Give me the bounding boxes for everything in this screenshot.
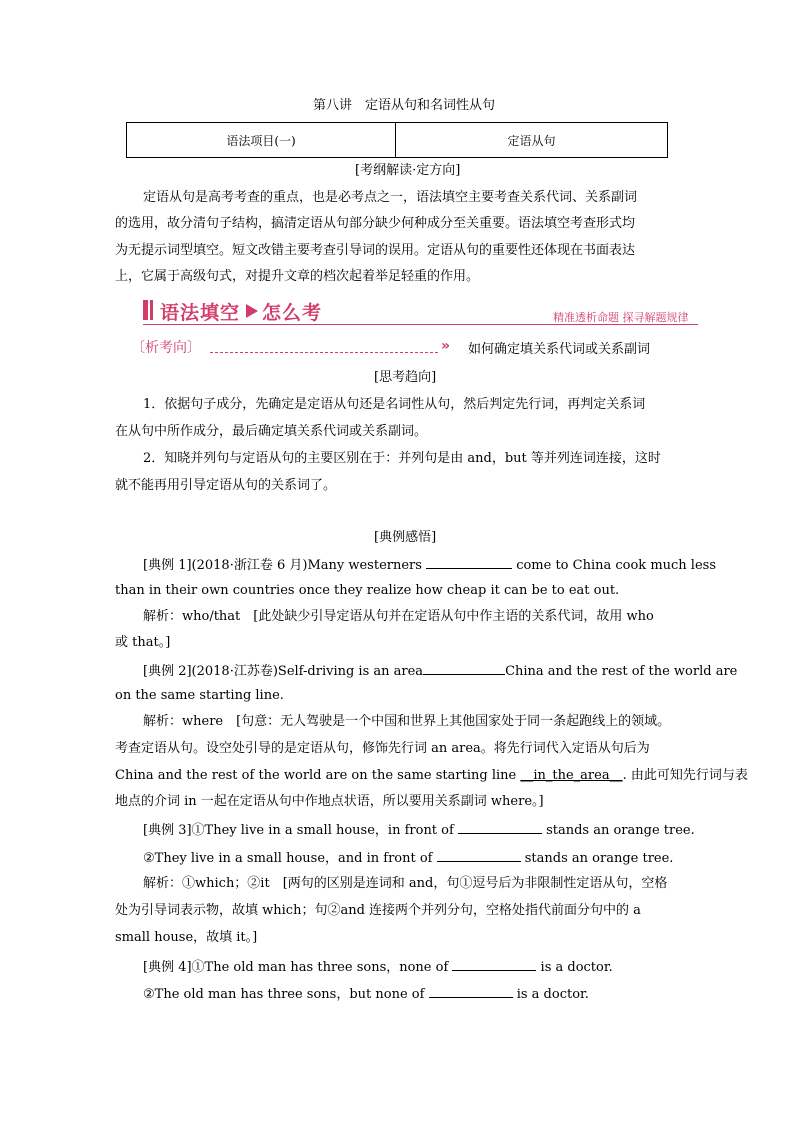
example-3-text-b1: ②They live in a small house，and in front of — [143, 851, 437, 866]
banner-title-right: 怎么考 — [262, 302, 323, 324]
analysis-direction-text: 如何确定填关系代词或关系副词 — [468, 342, 651, 357]
banner-arrow-icon — [246, 304, 258, 318]
banner-title-left: 语法填空 — [160, 302, 241, 324]
example-2-underlined-phrase: __in_the_area__ — [520, 768, 623, 783]
example-4-blank-1[interactable] — [452, 958, 536, 971]
example-2-line-2: on the same starting line. — [115, 688, 284, 703]
example-2-answer-3b: . 由此可知先行词与表 — [622, 768, 748, 783]
example-1-line-1 — [143, 556, 716, 574]
example-2-answer-3a: China and the rest of the world are on the same starting line — [115, 768, 521, 783]
think-line-4: 就不能再用引导定语从句的关系词了。 — [115, 478, 337, 493]
think-line-2: 在从句中所作成分，最后确定填关系代词或关系副词。 — [115, 424, 428, 439]
intro-line-2: 的选用，故分清句子结构，搞清定语从句部分缺少何种成分至关重要。语法填空考查形式均 — [115, 216, 636, 231]
example-3-text-a1: [典例 3]①They live in a small house，in front of — [143, 823, 458, 838]
section-heading-examples: [典例感悟] — [374, 530, 437, 545]
example-1-text-b: come to China cook much less — [512, 558, 716, 573]
example-3-blank-1[interactable] — [458, 821, 542, 834]
example-3-answer-3: small house，故填 it。] — [115, 930, 258, 945]
intro-line-1: 定语从句是高考考查的重点，也是必考点之一，语法填空主要考查关系代词、关系副词 — [143, 190, 638, 205]
example-3-line-1 — [143, 821, 695, 839]
example-1-text-a: [典例 1](2018·浙江卷 6 月)Many westerners — [143, 558, 427, 573]
example-2-blank[interactable] — [423, 662, 505, 675]
topic-table-left: 语法项目(一) — [127, 123, 396, 158]
think-line-1: 1．依据句子成分，先确定是定语从句还是名词性从句，然后判定先行词，再判定关系词 — [143, 397, 646, 412]
example-3-blank-2[interactable] — [437, 849, 521, 862]
example-2-answer-2: 考查定语从句。设空处引导的是定语从句，修饰先行词 an area。将先行词代入定语从句后为 — [115, 741, 650, 756]
example-1-line-2: than in their own countries once they realize how cheap it can be to eat out. — [115, 583, 620, 598]
analysis-direction-label: 〔析考向〕 — [131, 340, 201, 356]
example-2-answer-1: 解析：where [句意：无人驾驶是一个中国和世界上其他国家处于同一条起跑线上的领域。 — [143, 714, 671, 729]
example-4-text-b2: is a doctor. — [512, 987, 589, 1002]
banner-bar-2 — [150, 300, 153, 320]
example-3-text-a2: stands an orange tree. — [541, 823, 695, 838]
example-2-line-1 — [143, 662, 737, 680]
example-4-text-a1: [典例 4]①The old man has three sons，none of — [143, 960, 453, 975]
example-3-text-b2: stands an orange tree. — [520, 851, 674, 866]
dashed-leader — [210, 352, 438, 353]
example-2-text-a: [典例 2](2018·江苏卷)Self-driving is an area — [143, 664, 424, 679]
banner-tagline: 精准透析命题 探寻解题规律 — [553, 311, 689, 324]
intro-line-4: 上，它属于高级句式，对提升文章的档次起着举足轻重的作用。 — [115, 269, 480, 284]
think-line-3: 2．知晓并列句与定语从句的主要区别在于：并列句是由 and，but 等并列连词连接，这时 — [143, 451, 661, 466]
example-2-answer-3 — [115, 768, 748, 784]
section-heading-thinking: [思考趋向] — [374, 370, 437, 385]
example-4-blank-2[interactable] — [429, 985, 513, 998]
document-title: 第八讲 定语从句和名词性从句 — [313, 98, 496, 113]
topic-table-right: 定语从句 — [396, 123, 668, 158]
example-1-blank[interactable] — [426, 556, 512, 569]
topic-table — [126, 122, 668, 158]
example-4-line-1 — [143, 958, 613, 976]
example-4-text-a2: is a doctor. — [536, 960, 613, 975]
section-heading-syllabus: [考纲解读·定方向] — [355, 163, 461, 178]
example-3-line-2 — [143, 849, 673, 867]
banner-bar — [143, 300, 148, 320]
example-4-line-2 — [143, 985, 589, 1003]
example-1-answer-2: 或 that。] — [115, 635, 171, 650]
double-chevron-icon: » — [441, 338, 451, 354]
example-3-answer-1: 解析：①which；②it [两句的区别是连词和 and，句①逗号后为非限制性定语从句，空格 — [143, 876, 668, 891]
example-1-answer-1: 解析：who/that [此处缺少引导定语从句并在定语从句中作主语的关系代词，故用 who — [143, 609, 654, 624]
example-3-answer-2: 处为引导词表示物，故填 which；句②and 连接两个并列分句，空格处指代前面分句中的 a — [115, 903, 641, 918]
example-2-answer-4: 地点的介词 in 一起在定语从句中作地点状语，所以要用关系副词 where。] — [115, 794, 544, 809]
example-2-text-b: China and the rest of the world are — [505, 664, 738, 679]
example-4-text-b1: ②The old man has three sons，but none of — [143, 987, 429, 1002]
intro-line-3: 为无提示词型填空。短文改错主要考查引导词的误用。定语从句的重要性还体现在书面表达 — [115, 243, 636, 258]
